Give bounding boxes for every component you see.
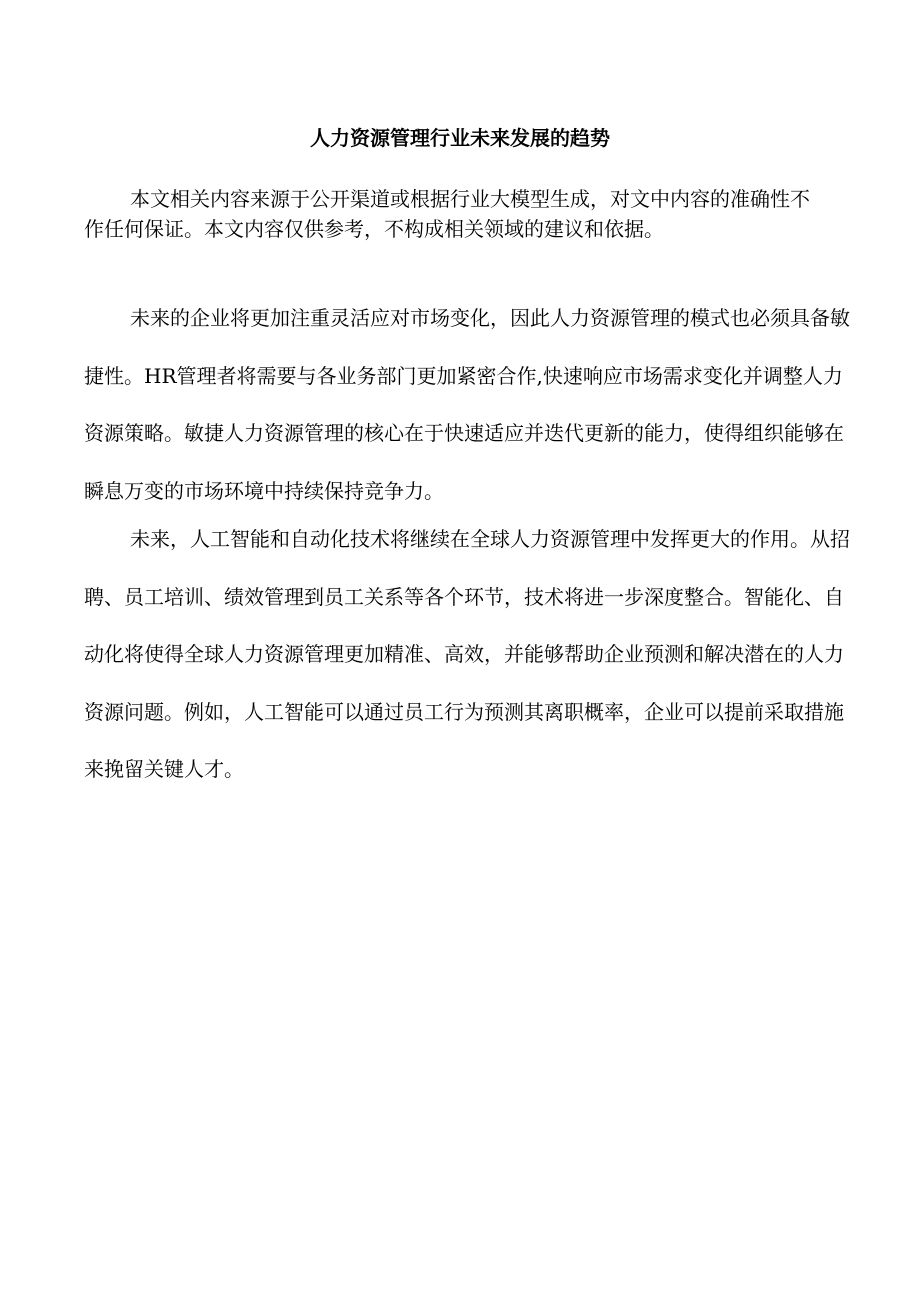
body-paragraph-agility: 未来的企业将更加注重灵活应对市场变化，因此人力资源管理的模式也必须具备敏捷性。HR管理者将需要与各业务部门更加紧密合作,快速响应市场需求变化并调整人力资源策略。敏捷人力资源管理的核心在于快速适应并迭代更新的能力，使得组织能够在瞬息万变的市场环境中持续保持竞争力。 xyxy=(84,306,850,503)
body-paragraph-ai-automation: 未来，人工智能和自动化技术将继续在全球人力资源管理中发挥更大的作用。从招聘、员工培训、绩效管理到员工关系等各个环节，技术将进一步深度整合。智能化、自动化将使得全球人力资源管理更加精准、高效，并能够帮助企业预测和解决潜在的人力资源问题。例如，人工智能可以通过员工行为预测其离职概率，企业可以提前采取措施来挽留关键人才。 xyxy=(84,527,850,781)
disclaimer-paragraph: 本文相关内容来源于公开渠道或根据行业大模型生成，对文中内容的准确性不作任何保证。本文内容仅供参考，不构成相关领域的建议和依据。 xyxy=(84,187,810,241)
document-title: 人力资源管理行业未来发展的趋势 xyxy=(310,126,610,150)
